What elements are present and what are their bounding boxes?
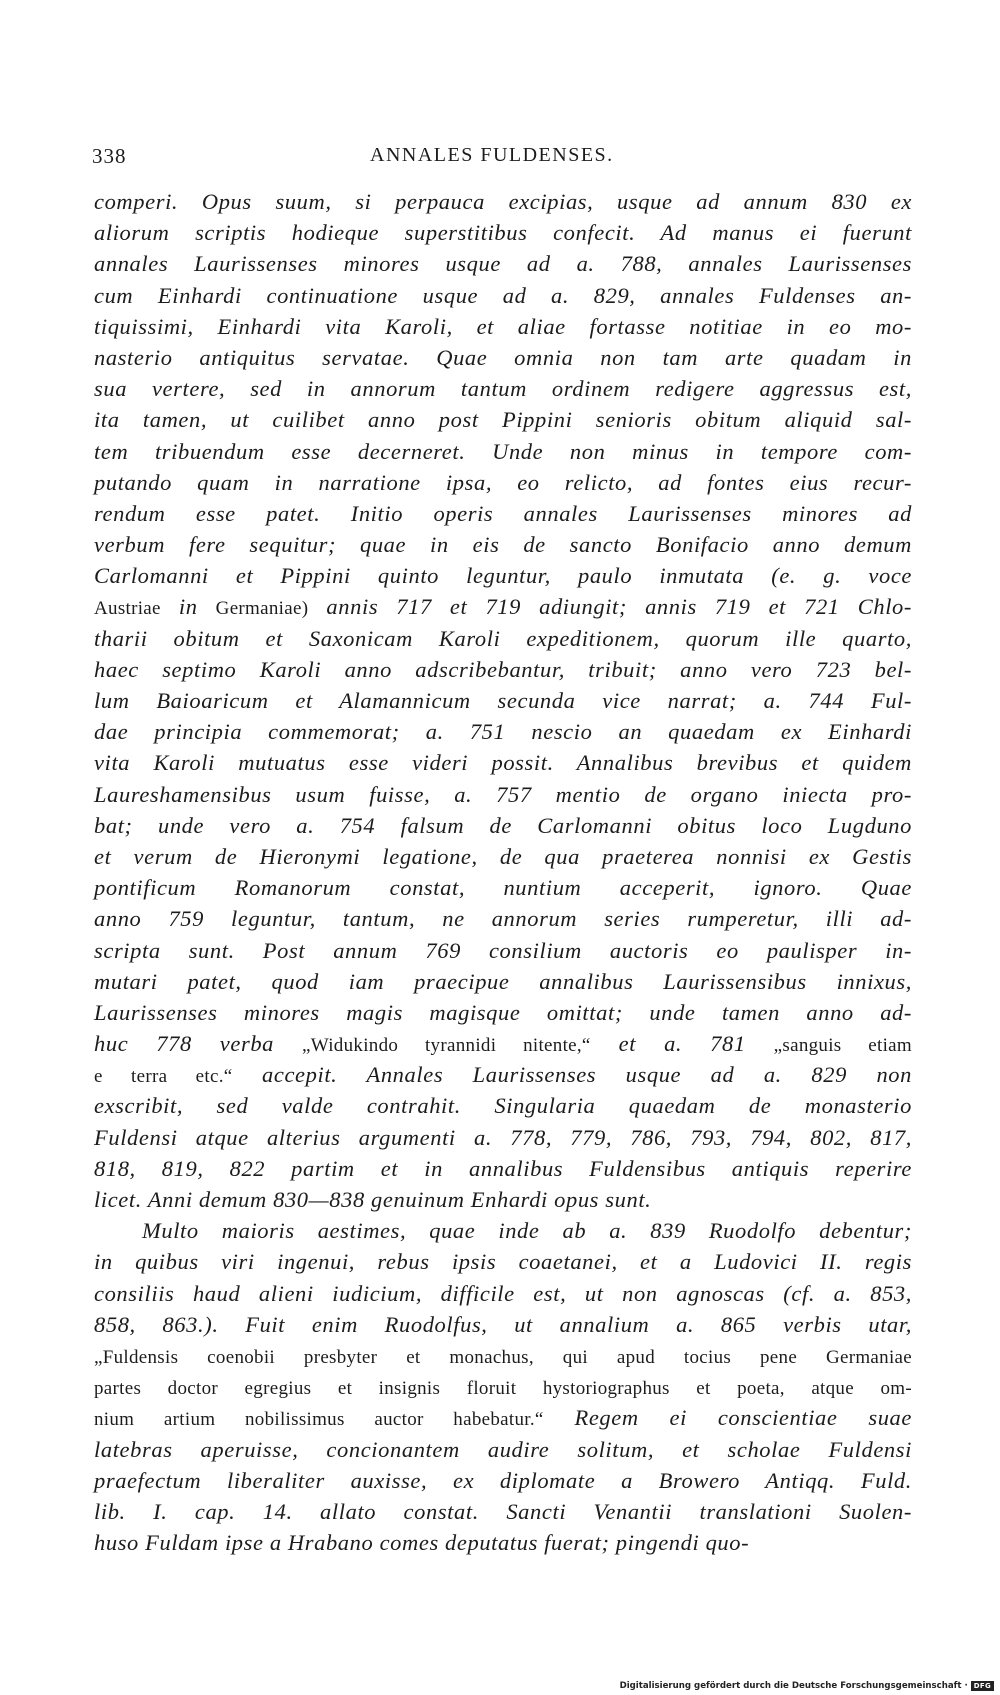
line-text: ita tamen, ut cuilibet anno post Pippini senioris obitum aliquid sal- (94, 407, 912, 433)
text-line (94, 872, 912, 903)
line-text: nasterio antiquitus servatae. Quae omnia non tam arte quadam in (94, 344, 912, 370)
line-text: putando quam in narratione ipsa, eo relicto, ad fontes eius recur- (94, 469, 912, 495)
line-text: comperi. Opus suum, si perpauca excipias, usque ad annum 830 ex (94, 189, 912, 214)
quoted-text: nium artium nobilissimus auctor habebatur.“ (94, 1409, 544, 1431)
text-line (94, 311, 912, 342)
text-line (94, 1371, 912, 1402)
quoted-text: „sanguis etiam (773, 1035, 912, 1057)
text-line (94, 1496, 912, 1527)
text-line (94, 342, 912, 373)
text-line (94, 1153, 912, 1184)
text-line (94, 1215, 912, 1246)
text-line (94, 186, 912, 217)
line-text: annis 717 et 719 adiungit; annis 719 et 721 Chlo- (308, 594, 912, 620)
text-line (94, 591, 912, 622)
line-text: et a. 781 (590, 1031, 774, 1057)
body-text (94, 186, 912, 1558)
line-text: cum Einhardi continuatione usque ad a. 829, annales Fuldenses an- (94, 282, 912, 308)
text-line (94, 841, 912, 872)
line-text: lum Baioaricum et Alamannicum secunda vice narrat; a. 744 Ful- (94, 688, 912, 713)
line-text: anno 759 leguntur, tantum, ne annorum series rumperetur, illi ad- (94, 906, 912, 932)
text-line (94, 1340, 912, 1371)
line-text: vita Karoli mutuatus esse videri possit. Annalibus brevibus et quidem (94, 750, 912, 776)
text-line (94, 1028, 912, 1059)
text-line (94, 1184, 912, 1215)
line-text: annales Laurissenses minores usque ad a. 788, annales Laurissenses (94, 251, 912, 277)
line-text: Carlomanni et Pippini quinto leguntur, paulo inmutata (e. g. voce (94, 563, 912, 589)
text-line (94, 529, 912, 560)
text-line (94, 685, 912, 716)
line-text: 818, 819, 822 partim et in annalibus Fuldensibus antiquis reperire (94, 1155, 912, 1181)
text-line (94, 280, 912, 311)
line-text: mutari patet, quod iam praecipue annalibus Laurissensibus innixus, (94, 968, 912, 994)
line-text: scripta sunt. Post annum 769 consilium auctoris eo paulisper in- (94, 937, 912, 963)
line-text: Regem ei conscientiae suae (543, 1405, 912, 1431)
line-text: 858, 863.). Fuit enim Ruodolfus, ut annalium a. 865 verbis utar, (94, 1311, 912, 1337)
line-text: bat; unde vero a. 754 falsum de Carlomanni obitus loco Lugduno (94, 812, 912, 838)
quoted-text: e terra etc.“ (94, 1066, 233, 1088)
text-line (94, 997, 912, 1028)
text-line (94, 966, 912, 997)
text-line (94, 935, 912, 966)
text-line (94, 498, 912, 529)
quoted-text: Germaniae) (215, 598, 309, 620)
line-text: Laureshamensibus usum fuisse, a. 757 mentio de organo iniecta pro- (94, 781, 912, 807)
line-text: exscribit, sed valde contrahit. Singularia quaedam de monasterio (94, 1093, 912, 1119)
text-line (94, 1090, 912, 1121)
line-text: in (160, 594, 216, 620)
line-text: sua vertere, sed in annorum tantum ordinem redigere aggressus est, (94, 376, 912, 402)
quoted-text: „Widukindo tyrannidi nitente,“ (302, 1035, 591, 1057)
line-text: tharii obitum et Saxonicam Karoli expeditionem, quorum ille quarto, (94, 625, 912, 651)
text-line (94, 623, 912, 654)
text-line (94, 903, 912, 934)
page-header (92, 144, 912, 174)
line-text: verbum fere sequitur; quae in eis de sancto Bonifacio anno demum (94, 532, 912, 558)
line-text: in quibus viri ingenui, rebus ipsis coaetanei, et a Ludovici II. regis (94, 1249, 912, 1275)
text-line (94, 810, 912, 841)
text-line (94, 747, 912, 778)
text-line (94, 248, 912, 279)
text-line (94, 779, 912, 810)
line-text: latebras aperuisse, concionantem audire solitum, et scholae Fuldensi (94, 1436, 912, 1462)
line-text: rendum esse patet. Initio operis annales Laurissenses minores ad (94, 500, 912, 526)
line-text: huso Fuldam ipse a Hrabano comes deputatus fuerat; pingendi quo- (94, 1530, 750, 1556)
line-text: licet. Anni demum 830—838 genuinum Enhardi opus sunt. (94, 1187, 652, 1212)
line-text: accepit. Annales Laurissenses usque ad a. 829 non (232, 1062, 912, 1088)
text-line (94, 1059, 912, 1090)
running-title: ANNALES FULDENSES. (370, 144, 614, 166)
line-text: praefectum liberaliter auxisse, ex diplomate a Browero Antiqq. Fuld. (94, 1467, 912, 1493)
text-line (94, 1246, 912, 1277)
line-text: consiliis haud alieni iudicium, difficile est, ut non agnoscas (cf. a. 853, (94, 1280, 912, 1306)
line-text: tiquissimi, Einhardi vita Karoli, et aliae fortasse notitiae in eo mo- (94, 313, 912, 339)
text-line (94, 217, 912, 248)
line-text: dae principia commemorat; a. 751 nescio an quaedam ex Einhardi (94, 719, 912, 745)
text-line (94, 716, 912, 747)
text-line (94, 1309, 912, 1340)
text-line (94, 1465, 912, 1496)
line-text: huc 778 verba (94, 1031, 303, 1057)
line-text: pontificum Romanorum constat, nuntium acceperit, ignoro. Quae (94, 875, 912, 901)
line-text: haec septimo Karoli anno adscribebantur, tribuit; anno vero 723 bel- (94, 656, 912, 682)
line-text: lib. I. cap. 14. allato constat. Sancti Venantii translationi Suolen- (94, 1498, 912, 1524)
text-line (94, 404, 912, 435)
text-line (94, 1527, 912, 1558)
dfg-logo: DFG (971, 1681, 994, 1691)
quoted-text: „Fuldensis coenobii presbyter et monachus, qui apud tocius pene Germaniae (94, 1346, 912, 1368)
line-text: et verum de Hieronymi legatione, de qua praeterea nonnisi ex Gestis (94, 843, 912, 869)
line-text: aliorum scriptis hodieque superstitibus confecit. Ad manus ei fuerunt (94, 220, 912, 246)
text-line (94, 1122, 912, 1153)
text-line (94, 654, 912, 685)
quoted-text: Austriae (94, 598, 161, 620)
line-text: Laurissenses minores magis magisque omittat; unde tamen anno ad- (94, 999, 912, 1025)
text-line (94, 1278, 912, 1309)
text-line (94, 467, 912, 498)
digitization-credit: Digitalisierung gefördert durch die Deutsche Forschungsgemeinschaft · DFG (620, 1681, 994, 1691)
text-line (94, 1402, 912, 1433)
text-line (94, 436, 912, 467)
text-line (94, 373, 912, 404)
quoted-text: partes doctor egregius et insignis floruit hystoriographus et poeta, atque om- (94, 1378, 912, 1400)
credit-text: Digitalisierung gefördert durch die Deutsche Forschungsgemeinschaft (619, 1681, 962, 1691)
line-text: tem tribuendum esse decerneret. Unde non minus in tempore com- (94, 438, 912, 464)
line-text: Fuldensi atque alterius argumenti a. 778, 779, 786, 793, 794, 802, 817, (94, 1124, 912, 1150)
page-number: 338 (92, 144, 127, 168)
text-line (94, 560, 912, 591)
text-line (94, 1434, 912, 1465)
line-text: Multo maioris aestimes, quae inde ab a. 839 Ruodolfo debentur; (142, 1218, 912, 1244)
